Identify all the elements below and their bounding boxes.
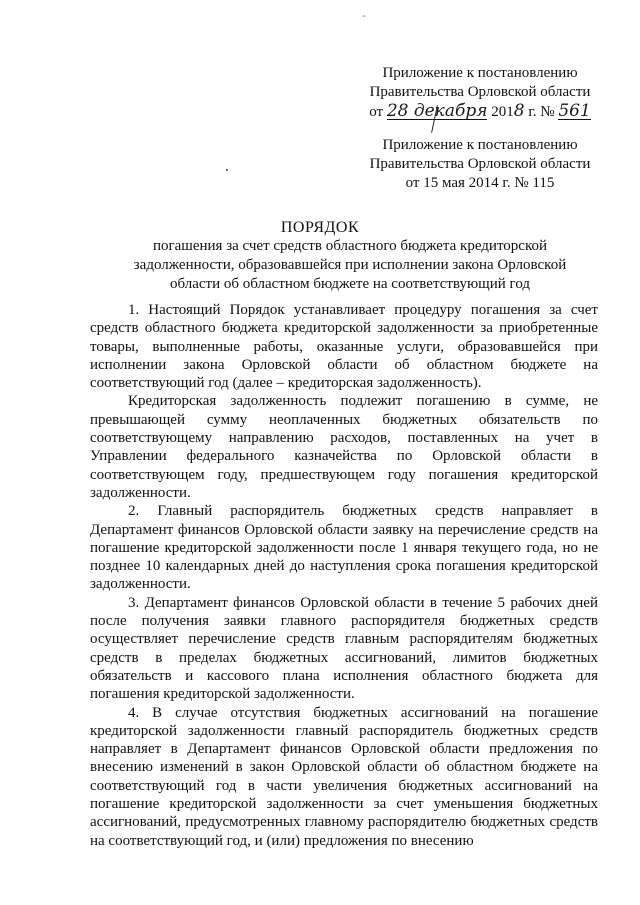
handwritten-date: 28 декабря — [386, 101, 488, 121]
header-current — [330, 64, 630, 122]
paragraph-2: Кредиторская задолженность подлежит погашению в сумме, не превышающей сумму неоплаченных бюджетных обязательств по соответствующему направлению расходов, поставленных на учет в Управлении федерального казначейства по Орловской области в соответствующем году, предшествующем году погашения кредиторской задолженности. — [90, 393, 598, 501]
paragraph-5: 4. В случае отсутствия бюджетных ассигнований на погашение кредиторской задолженности главный распорядитель бюджетных средств направляет в Департамент финансов Орловской области предложения по внесению изменений в закон Орловской области об областном бюджете на соответствующий год в части увеличения бюджетных ассигнований на погашение кредиторской задолженности за счет уменьшения бюджетных ассигнований, предусмотренных главному распорядителю бюджетных средств на соответствующий год, и (или) предложения по внесению — [90, 704, 598, 849]
header-original-line2: Правительства Орловской области — [369, 156, 591, 172]
date-prefix: от — [369, 104, 384, 120]
number-prefix: г. № — [528, 104, 555, 120]
document-subtitle: погашения за счет средств областного бюджета кредиторской задолженности, образовавшейся при исполнении закона Орловской области об областном бюджете на соответствующий год — [133, 238, 567, 292]
header-current-line1: Приложение к постановлению — [382, 65, 578, 81]
corner-mark: - — [362, 8, 366, 22]
paragraph-1: 1. Настоящий Порядок устанавливает процедуру погашения за счет средств областного бюджета кредиторской задолженности за приобретенные товары, выполненные работы, оказанные услуги, образовавшейся при исполнении закона Орловской области об областном бюджете на соответствующий год (далее – кредиторская задолженность). — [90, 302, 598, 392]
handwritten-number: 561 — [558, 101, 591, 121]
stray-dot — [226, 169, 228, 171]
paragraph-4: 3. Департамент финансов Орловской области в течение 5 рабочих дней после получения заявки главного распорядителя бюджетных средств осуществляет перечисление средств главным распорядителям бюджетных средств в пределах бюджетных ассигнований, лимитов бюджетных обязательств и кассового плана исполнения областного бюджета для погашения кредиторской задолженности. — [90, 594, 598, 703]
year-prefix: 201 — [491, 104, 514, 120]
header-current-line3 — [330, 102, 630, 122]
handwritten-year-digit: 8 — [513, 101, 525, 121]
document-body — [90, 301, 598, 850]
header-current-line2: Правительства Орловской области — [369, 84, 591, 100]
document-title: ПОРЯДОК — [280, 219, 360, 236]
paragraph-3: 2. Главный распорядитель бюджетных средств направляет в Департамент финансов Орловской области заявку на перечисление средств на погашение кредиторской задолженности после 1 января текущего года, но не позднее 10 календарных дней до наступления срока погашения кредиторской задолженности. — [90, 503, 598, 593]
header-original — [330, 136, 630, 193]
header-original-line3: от 15 мая 2014 г. № 115 — [405, 175, 555, 191]
header-original-line1: Приложение к постановлению — [382, 137, 578, 153]
